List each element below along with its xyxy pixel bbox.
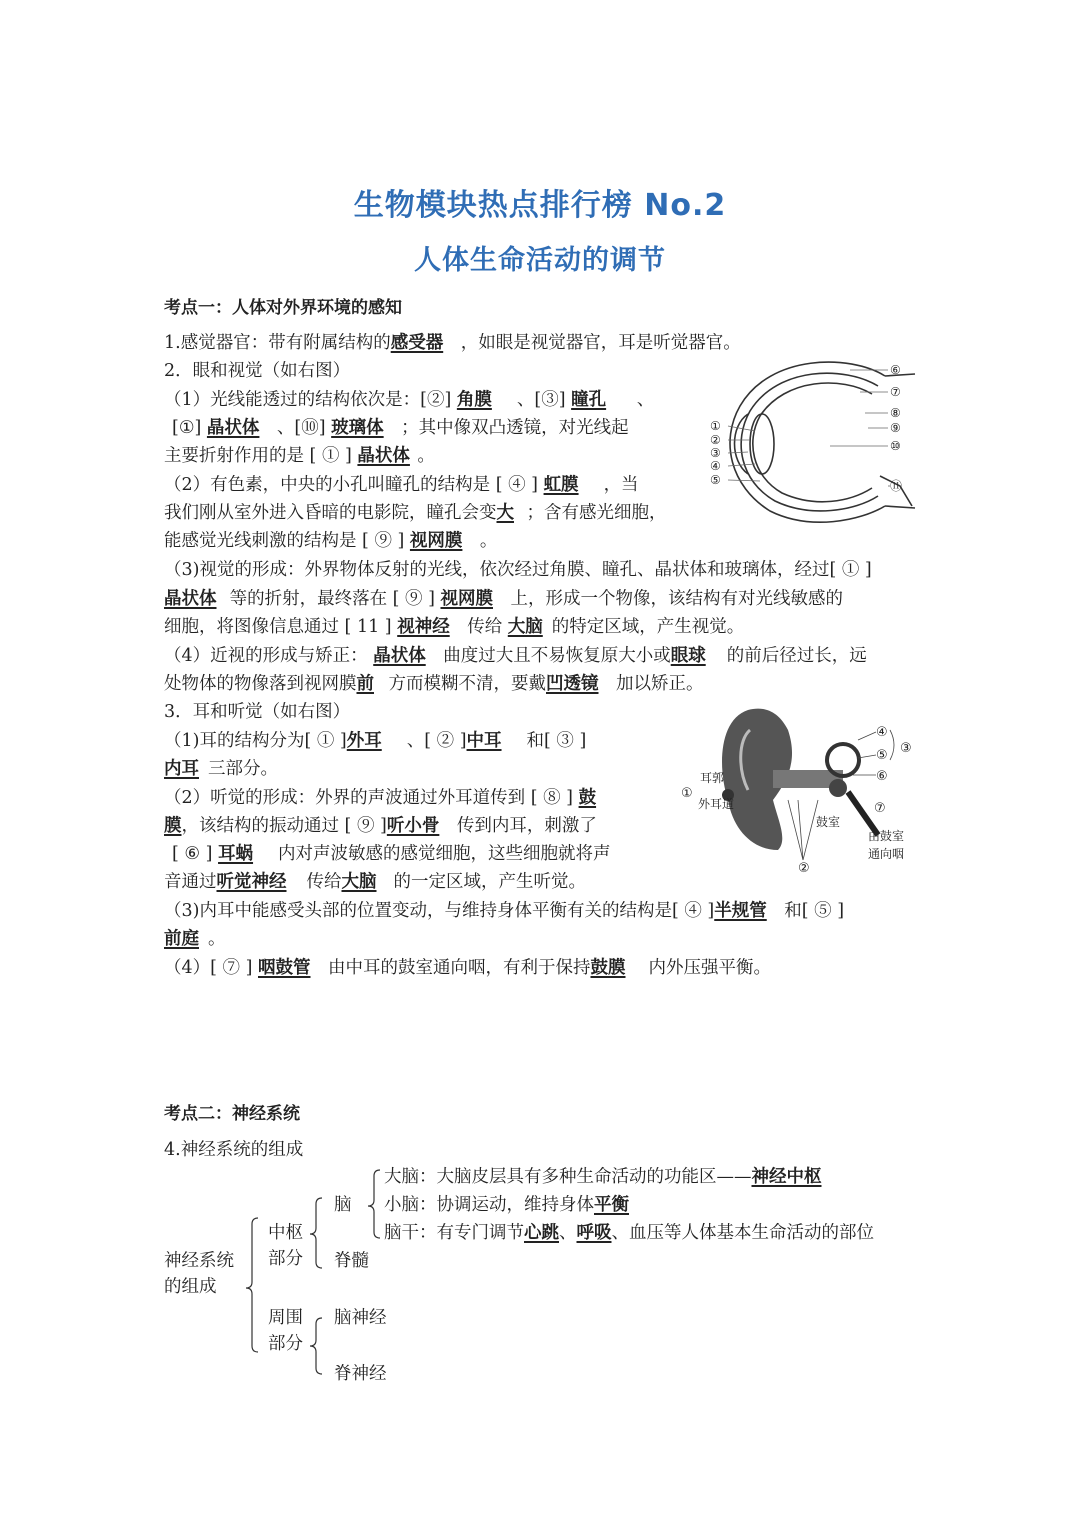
ear-line: （4）[ ⑦ ] 咽鼓管 由中耳的鼓室通向咽，有利于保持鼓膜 内外压强平衡。 [164,958,771,978]
item-2: 2．眼和视觉（如右图） [164,361,351,381]
eye-label: ⑤ [710,473,721,487]
cranial-nerves: 脑神经 [334,1308,387,1328]
eye-label: ⑥ [890,363,901,377]
spinal-nerves: 脊神经 [334,1364,387,1384]
eye-line: 主要折射作用的是 [ ① ] 晶状体 。 [164,446,435,466]
eye-label: ③ [710,446,721,460]
spinal-cord: 脊髓 [334,1251,369,1271]
ear-line: 膜，该结构的振动通过 [ ⑨ ]听小骨 传到内耳，刺激了 [164,816,597,836]
ear-text: 耳郭 [700,771,725,785]
ear-label: ③ [900,741,912,756]
eye-label: ⑨ [890,421,901,435]
eye-label: ⑧ [890,406,901,420]
item-3: 3．耳和听觉（如右图） [164,702,351,722]
ear-line: 内耳 三部分。 [164,759,278,779]
page-title: 生物模块热点排行榜 No.2 [353,188,727,223]
section-heading-1: 考点一：人体对外界环境的感知 [164,298,402,318]
eye-label: ④ [710,459,721,473]
eye-label: ⑦ [890,385,901,399]
eye-label: ① [710,419,721,433]
ear-line: （1)耳的结构分为[ ① ]外耳 、[ ② ]中耳 和[ ③ ] [164,731,587,751]
eye-line: 晶状体 等的折射，最终落在 [ ⑨ ] 视网膜 上，形成一个物像，该结构有对光线敏感的 [164,589,843,609]
ear-text: 鼓室 [816,815,841,829]
ear-line: 前庭 。 [164,929,226,949]
brainstem-line: 脑干：有专门调节心跳、呼吸、血压等人体基本生命活动的部位 [384,1223,874,1243]
answer: 感受器 [390,333,444,353]
ear-diagram [678,700,918,880]
ear-line: （2）听觉的形成：外界的声波通过外耳道传到 [ ⑧ ] 鼓 [164,788,597,808]
item-1: 1.感觉器官：带有附属结构的感受器 ，如眼是视觉器官，耳是听觉器官。 [164,329,741,357]
eye-line: （3)视觉的形成：外界物体反射的光线，依次经过角膜、瞳孔、晶状体和玻璃体，经过[ ① ] [164,560,872,580]
brain: 脑 [334,1195,352,1215]
eye-diagram [700,356,920,526]
ear-label: ② [798,861,810,876]
eye-label: ② [710,433,721,447]
cerebrum-line: 大脑：大脑皮层具有多种生命活动的功能区——神经中枢 [384,1167,822,1187]
eye-label: ⑩ [890,439,901,453]
ear-text: 外耳道 [698,797,735,811]
page-subtitle: 人体生命活动的调节 [414,245,666,276]
eye-line: [①] 晶状体 、[⑩] 玻璃体 ；其中像双凸透镜，对光线起 [172,418,629,438]
ear-label: ⑦ [874,801,886,816]
eye-label: ⑪ [890,479,903,493]
central-part: 中枢 部分 [268,1223,303,1269]
tree-root: 神经系统 的组成 [164,1251,234,1297]
eye-line: （2）有色素，中央的小孔叫瞳孔的结构是 [ ④ ] 虹膜 ，当 [164,475,639,495]
peripheral-part: 周围 部分 [268,1308,303,1354]
ear-text: 通向咽 [868,847,905,861]
ear-line: [ ⑥ ] 耳蜗 内对声波敏感的感觉细胞，这些细胞就将声 [172,844,611,864]
eye-line: （1）光线能透过的结构依次是：[②] 角膜 、[③] 瞳孔 、 [164,390,655,410]
ear-label: ① [681,786,693,801]
section-heading-2: 考点二：神经系统 [164,1104,300,1124]
eye-line: 我们刚从室外进入昏暗的电影院，瞳孔会变大 ；含有感光细胞， [164,503,667,523]
tree-brackets [240,1160,390,1390]
ear-line: 音通过听觉神经 传给大脑 的一定区域，产生听觉。 [164,872,586,892]
ear-label: ④ [876,725,888,740]
item-4: 4.神经系统的组成 [164,1140,304,1160]
ear-line: （3)内耳中能感受头部的位置变动，与维持身体平衡有关的结构是[ ④ ]半规管 和[ ⑤ ] [164,901,845,921]
ear-label: ⑥ [876,769,888,784]
eye-line: 能感觉光线刺激的结构是 [ ⑨ ] 视网膜 。 [164,531,498,551]
eye-line: 处物体的物像落到视网膜前 方而模糊不清，要戴凹透镜 加以矫正。 [164,674,704,694]
ear-label: ⑤ [876,748,888,763]
ear-text: 由鼓室 [868,829,905,843]
cerebellum-line: 小脑：协调运动，维持身体平衡 [384,1195,629,1215]
eye-line: （4）近视的形成与矫正： 晶状体 曲度过大且不易恢复原大小或眼球 的前后径过长，远 [164,646,867,666]
eye-line: 细胞，将图像信息通过 [ 11 ] 视神经 传给 大脑 的特定区域，产生视觉。 [164,617,745,637]
